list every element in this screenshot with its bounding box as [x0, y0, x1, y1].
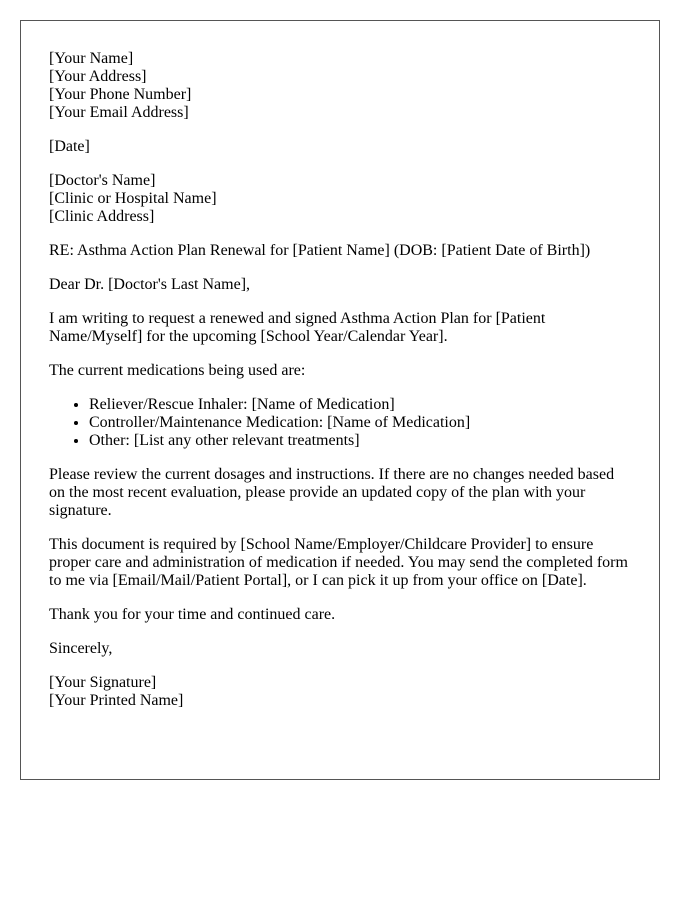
salutation: Dear Dr. [Doctor's Last Name], — [49, 276, 251, 293]
sender-name: [Your Name] — [49, 50, 134, 67]
recipient-doctor: [Doctor's Name] — [49, 172, 156, 189]
requirement-paragraph: This document is required by [School Name/Employer/Childcare Provider] to ensure proper care and administration of medication if needed. You may send the completed form to me via [Email/Mail/Patient Portal], or I can pick it up from your office on [Date]. — [49, 536, 628, 589]
recipient-clinic: [Clinic or Hospital Name] — [49, 190, 217, 207]
medication-item-other: • Other: [List any other relevant treatments] — [89, 432, 631, 450]
signature-line: [Your Signature] — [49, 674, 157, 691]
signature-block — [49, 674, 631, 710]
closing: Sincerely, — [49, 640, 113, 657]
recipient-block — [49, 172, 631, 226]
intro-paragraph: I am writing to request a renewed and signed Asthma Action Plan for [Patient Name/Myself] for the upcoming [School Year/Calendar Year]. — [49, 310, 546, 345]
medication-list — [49, 396, 631, 450]
recipient-address: [Clinic Address] — [49, 208, 155, 225]
sender-address: [Your Address] — [49, 68, 147, 85]
medication-item-controller: • Controller/Maintenance Medication: [Name of Medication] — [89, 414, 631, 432]
sender-block — [49, 50, 631, 122]
printed-name: [Your Printed Name] — [49, 692, 184, 709]
sender-phone: [Your Phone Number] — [49, 86, 192, 103]
sender-email: [Your Email Address] — [49, 104, 189, 121]
letter-date: [Date] — [49, 138, 90, 155]
subject-line: RE: Asthma Action Plan Renewal for [Patient Name] (DOB: [Patient Date of Birth]) — [49, 242, 591, 259]
review-paragraph: Please review the current dosages and instructions. If there are no changes needed based on the most recent evaluation, please provide an updated copy of the plan with your signature. — [49, 466, 615, 519]
medication-item-reliever: • Reliever/Rescue Inhaler: [Name of Medication] — [89, 396, 631, 414]
medications-intro: The current medications being used are: — [49, 362, 306, 379]
letter-page — [20, 20, 660, 780]
thanks-paragraph: Thank you for your time and continued care. — [49, 606, 336, 623]
